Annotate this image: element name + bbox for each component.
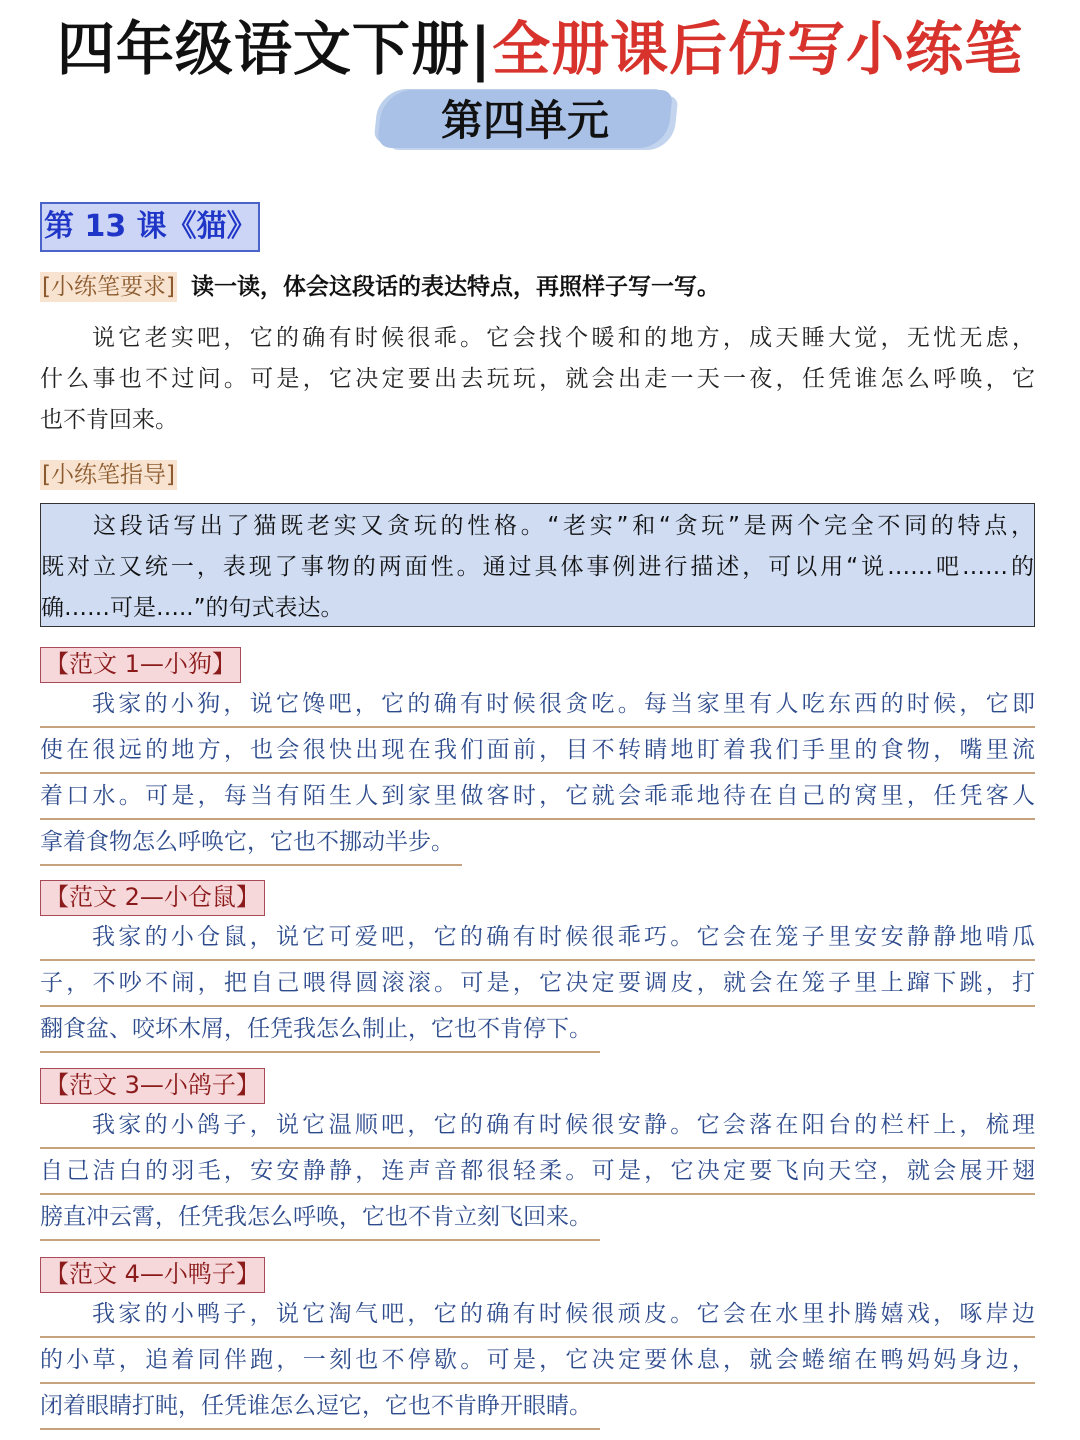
text-line: 的小草，追着同伴跑，一刻也不停歇。可是，它决定要休息，就会蜷缩在鸭妈妈身边， (40, 1340, 1035, 1384)
text-line: 既对立又统一，表现了事物的两面性。通过具体事例进行描述，可以用“说……吧……的 (41, 554, 1034, 580)
text-line: 确……可是…..”的句式表达。 (41, 595, 344, 621)
unit-banner (380, 82, 670, 154)
text-line: 我家的小仓鼠，说它可爱吧，它的确有时候很乖巧。它会在笼子里安安静静地啃瓜 (40, 917, 1035, 961)
guidance-tag: [小练笔指导] (42, 462, 175, 488)
text-line: 膀直冲云霄，任凭我怎么呼唤，它也不肯立刻飞回来。 (40, 1197, 600, 1241)
text-line: 什么事也不过问。可是，它决定要出去玩玩，就会出走一天一夜，任凭谁怎么呼唤，它 (40, 366, 1035, 392)
title-grade: 四年级语文下册| (56, 15, 493, 83)
sample-paragraph (40, 684, 1035, 868)
requirement-tag: [小练笔要求] (42, 274, 175, 300)
text-line: 说它老实吧，它的确有时候很乖。它会找个暖和的地方，成天睡大觉，无忧无虑， (92, 325, 1035, 351)
text-line: 我家的小狗，说它馋吧，它的确有时候很贪吃。每当家里有人吃东西的时候，它即 (40, 684, 1035, 728)
sample-label: 【范文 1—小狗】 (40, 647, 241, 683)
requirement (40, 268, 720, 301)
page-title (0, 2, 1080, 86)
text-line: 也不肯回来。 (40, 407, 178, 433)
guidance-box (40, 503, 1035, 627)
sample-label: 【范文 3—小鸽子】 (40, 1068, 265, 1104)
sample-paragraph (40, 1294, 1035, 1432)
text-line: 子，不吵不闹，把自己喂得圆滚滚。可是，它决定要调皮，就会在笼子里上蹿下跳，打 (40, 963, 1035, 1007)
title-topic: 全册课后仿写小练笔 (492, 15, 1024, 83)
lesson-heading: 第 13 课《猫》 (40, 202, 260, 252)
text-line: 我家的小鸭子，说它淘气吧，它的确有时候很顽皮。它会在水里扑腾嬉戏，啄岸边 (40, 1294, 1035, 1338)
text-line: 翻食盆、咬坏木屑，任凭我怎么制止，它也不肯停下。 (40, 1009, 600, 1053)
sample-paragraph (40, 917, 1035, 1055)
unit-title: 第四单元 (440, 96, 609, 145)
text-line: 这段话写出了猫既老实又贪玩的性格。“老实”和“贪玩”是两个完全不同的特点， (93, 513, 1034, 539)
sample-label: 【范文 2—小仓鼠】 (40, 880, 265, 916)
sample-paragraph (40, 1105, 1035, 1243)
requirement-text: 读一读，体会这段话的表达特点，再照样子写一写。 (190, 274, 720, 300)
original-paragraph (40, 318, 1035, 441)
text-line: 闭着眼睛打盹，任凭谁怎么逗它，它也不肯睁开眼睛。 (40, 1386, 600, 1430)
text-line: 我家的小鸽子，说它温顺吧，它的确有时候很安静。它会落在阳台的栏杆上，梳理 (40, 1105, 1035, 1149)
text-line: 着口水。可是，每当有陌生人到家里做客时，它就会乖乖地待在自己的窝里，任凭客人 (40, 776, 1035, 820)
guidance-tag-wrap (40, 456, 177, 489)
sample-label: 【范文 4—小鸭子】 (40, 1257, 265, 1293)
text-line: 使在很远的地方，也会很快出现在我们面前，目不转睛地盯着我们手里的食物，嘴里流 (40, 730, 1035, 774)
text-line: 拿着食物怎么呼唤它，它也不挪动半步。 (40, 822, 462, 866)
text-line: 自己洁白的羽毛，安安静静，连声音都很轻柔。可是，它决定要飞向天空，就会展开翅 (40, 1151, 1035, 1195)
